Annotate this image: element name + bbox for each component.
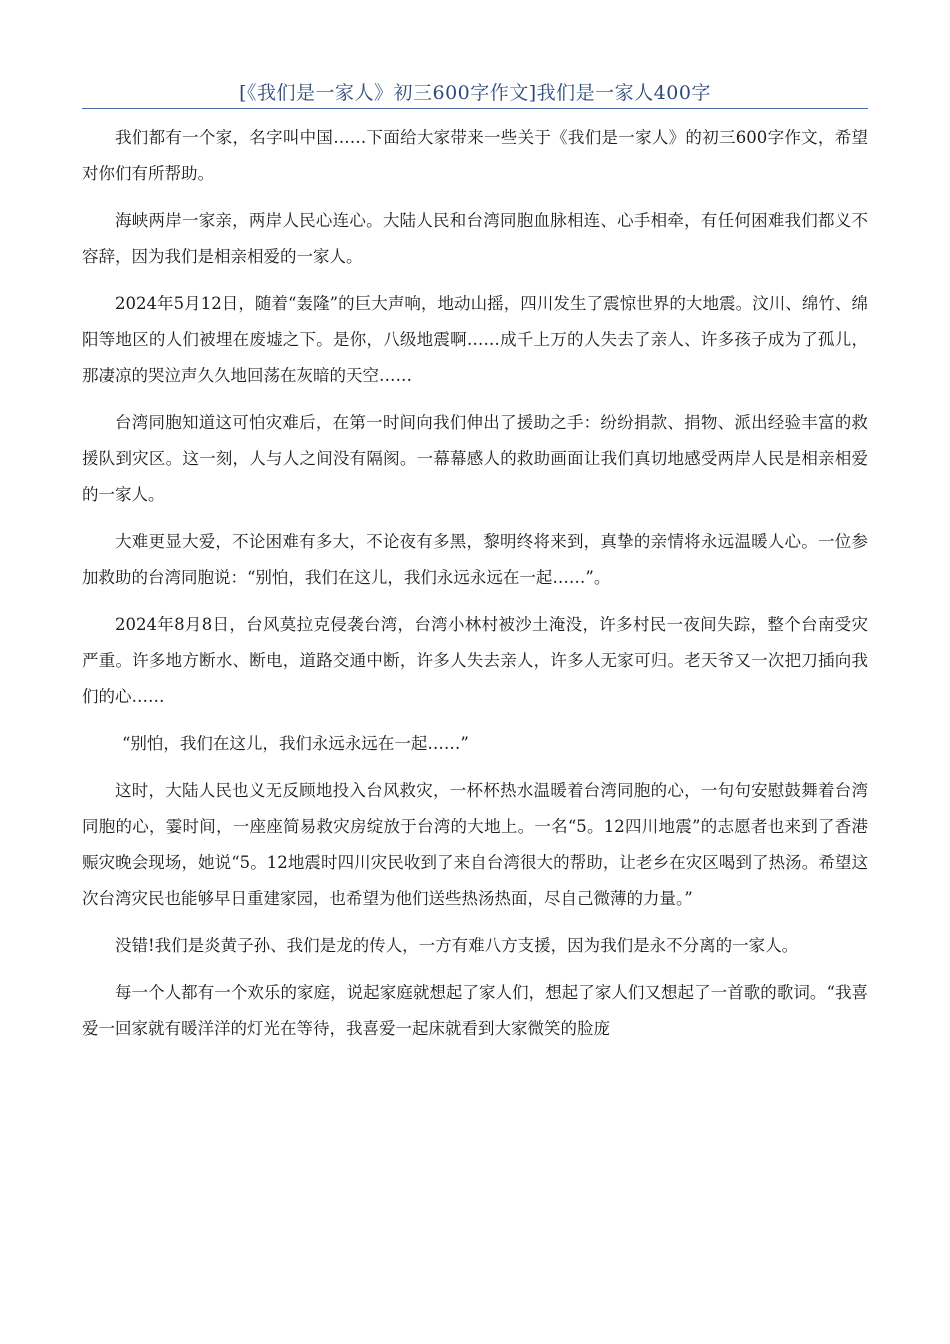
paragraph: 2024年5月12日，随着“轰隆”的巨大声响，地动山摇，四川发生了震惊世界的大地震。汶川、绵竹、绵阳等地区的人们被埋在废墟之下。是你，八级地震啊……成千上万的人失去了亲人、许多孩子成为了孤儿，那凄凉的哭泣声久久地回荡在灰暗的天空……	[82, 294, 868, 385]
paragraph: 大难更显大爱，不论困难有多大，不论夜有多黑，黎明终将来到，真挚的亲情将永远温暖人心。一位参加救助的台湾同胞说：“别怕，我们在这儿，我们永远永远在一起……”。	[82, 532, 868, 587]
document-title: [《我们是一家人》初三600字作文]我们是一家人400字	[239, 82, 711, 104]
paragraph: 2024年8月8日，台风莫拉克侵袭台湾，台湾小林村被沙土淹没，许多村民一夜间失踪，整个台南受灾严重。许多地方断水、断电，道路交通中断，许多人失去亲人，许多人无家可归。老天爷又一次把刀插向我们的心……	[82, 615, 868, 706]
paragraph: 台湾同胞知道这可怕灾难后，在第一时间向我们伸出了援助之手：纷纷捐款、捐物、派出经验丰富的救援队到灾区。这一刻，人与人之间没有隔阂。一幕幕感人的救助画面让我们真切地感受两岸人民是相亲相爱的一家人。	[82, 413, 868, 504]
paragraph-quote: “别怕，我们在这儿，我们永远永远在一起……”	[122, 734, 469, 753]
paragraph: 这时，大陆人民也义无反顾地投入台风救灾，一杯杯热水温暖着台湾同胞的心，一句句安慰鼓舞着台湾同胞的心，霎时间，一座座简易救灾房绽放于台湾的大地上。一名“5。12四川地震”的志愿者也来到了香港赈灾晚会现场，她说“5。12地震时四川灾民收到了来自台湾很大的帮助，让老乡在灾区喝到了热汤。希望这次台湾灾民也能够早日重建家园，也希望为他们送些热汤热面，尽自己微薄的力量。”	[82, 781, 868, 908]
document-body	[82, 120, 868, 1058]
title-underline-divider	[82, 108, 868, 109]
paragraph: 每一个人都有一个欢乐的家庭，说起家庭就想起了家人们，想起了家人们又想起了一首歌的歌词。“我喜爱一回家就有暖洋洋的灯光在等待，我喜爱一起床就看到大家微笑的脸庞	[82, 983, 868, 1038]
paragraph-intro: 我们都有一个家，名字叫中国……下面给大家带来一些关于《我们是一家人》的初三600字作文，希望对你们有所帮助。	[82, 128, 868, 183]
paragraph: 没错!我们是炎黄子孙、我们是龙的传人，一方有难八方支援，因为我们是永不分离的一家人。	[115, 936, 799, 955]
paragraph: 海峡两岸一家亲，两岸人民心连心。大陆人民和台湾同胞血脉相连、心手相牵，有任何困难我们都义不容辞，因为我们是相亲相爱的一家人。	[82, 211, 868, 266]
